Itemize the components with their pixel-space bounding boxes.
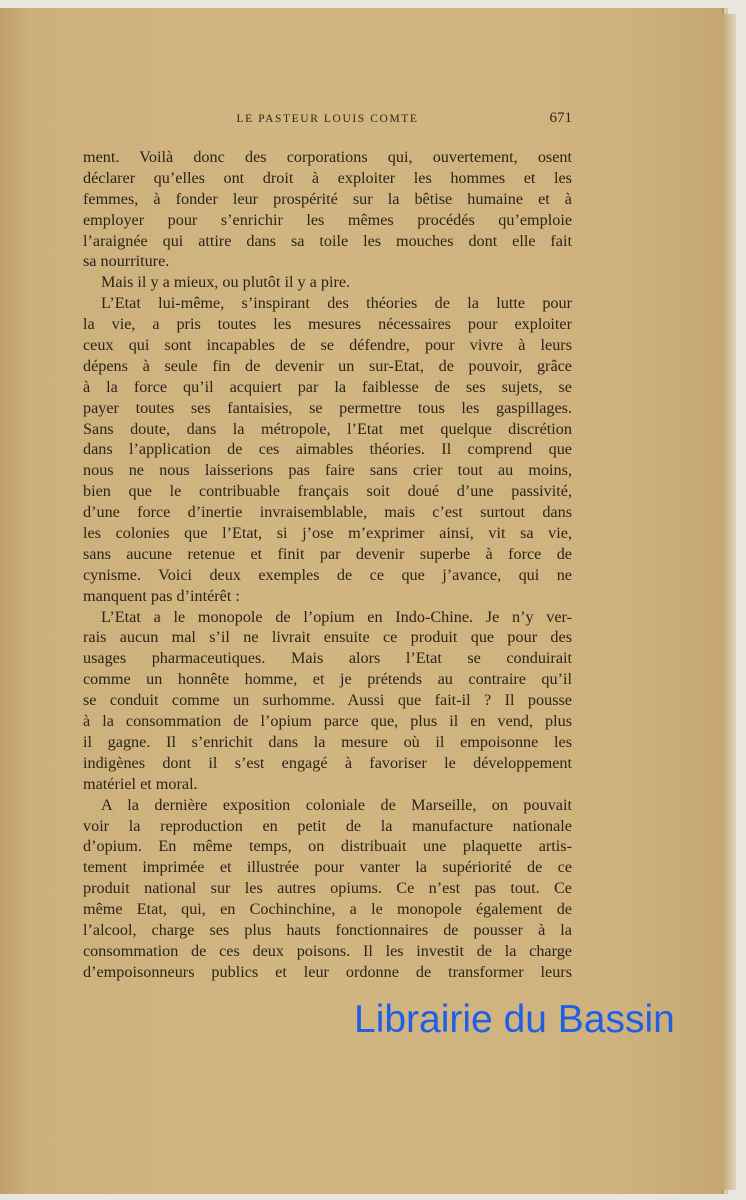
text-line: sa nourriture.	[83, 252, 170, 271]
text-line: Mais il y a mieux, ou plutôt il y a pire.	[101, 273, 351, 292]
text-line: tement imprimée et illustrée pour vanter la supériorité de ce	[83, 858, 572, 877]
text-line: les colonies que l’Etat, si j’ose m’exprimer ainsi, vit sa vie,	[83, 524, 572, 543]
text-line: l’araignée qui attire dans sa toile les mouches dont elle fait	[83, 231, 572, 250]
text-line: L’Etat a le monopole de l’opium en Indo-Chine. Je n’y ver-	[101, 607, 572, 626]
watermark: Librairie du Bassin	[354, 998, 675, 1041]
text-line: Sans doute, dans la métropole, l’Etat met quelque discrétion	[83, 419, 572, 438]
text-line: voir la reproduction en petit de la manufacture nationale	[83, 816, 572, 835]
body-text	[83, 147, 572, 983]
running-title: LE PASTEUR LOUIS COMTE	[236, 113, 419, 125]
text-line: usages pharmaceutiques. Mais alors l’Etat se conduirait	[83, 649, 572, 668]
text-line: bien que le contribuable français soit doué d’une passivité,	[83, 482, 572, 501]
text-line: comme un honnête homme, et je prétends au contraire qu’il	[83, 670, 572, 689]
text-line: l’alcool, charge ses plus hauts fonctionnaires de pousser à la	[83, 920, 572, 939]
text-line: nous ne nous laisserions pas faire sans crier tout au moins,	[83, 461, 572, 480]
text-line: consommation de ces deux poisons. Il les investit de la charge	[83, 941, 572, 960]
text-line: d’une force d’inertie invraisemblable, mais c’est surtout dans	[83, 503, 572, 522]
text-line: manquent pas d’intérêt :	[83, 586, 240, 605]
text-line: cynisme. Voici deux exemples de ce que j’avance, qui ne	[83, 565, 572, 584]
text-line: dépens à seule fin de devenir un sur-Etat, de pouvoir, grâce	[83, 356, 572, 375]
text-line: la vie, a pris toutes les mesures nécessaires pour exploiter	[83, 315, 572, 334]
page-header	[83, 110, 572, 132]
text-line: L’Etat lui-même, s’inspirant des théories de la lutte pour	[101, 294, 572, 313]
text-line: se conduit comme un surhomme. Aussi que fait-il ? Il pousse	[83, 691, 572, 710]
text-line: sans aucune retenue et finit par devenir superbe à force de	[83, 544, 572, 563]
text-line: rais aucun mal s’il ne livrait ensuite ce produit que pour des	[83, 628, 572, 647]
text-line: matériel et moral.	[83, 774, 198, 793]
text-line: ceux qui sont incapables de se défendre, pour vivre à leurs	[83, 336, 572, 355]
text-line: déclarer qu’elles ont droit à exploiter les hommes et les	[83, 168, 572, 187]
text-line: d’empoisonneurs publics et leur ordonne de transformer leurs	[83, 962, 572, 981]
text-line: ment. Voilà donc des corporations qui, ouvertement, osent	[83, 148, 572, 166]
text-line: dans l’application de ces aimables théories. Il comprend que	[83, 440, 572, 459]
text-line: payer toutes ses fantaisies, se permettre tous les gaspillages.	[83, 398, 572, 417]
text-line: femmes, à fonder leur prospérité sur la bêtise humaine et à	[83, 189, 572, 208]
text-line: employer pour s’enrichir les mêmes procédés qu’emploie	[83, 210, 572, 229]
text-line: il gagne. Il s’enrichit dans la mesure où il empoisonne les	[83, 732, 572, 751]
text-line: indigènes dont il s’est engagé à favoriser le développement	[83, 753, 572, 772]
text-line: d’opium. En même temps, on distribuait une plaquette artis-	[83, 837, 572, 856]
text-line: A la dernière exposition coloniale de Marseille, on pouvait	[101, 795, 572, 814]
text-line: même Etat, qui, en Cochinchine, a le monopole également de	[83, 900, 572, 919]
text-line: à la consommation de l’opium parce que, plus il en vend, plus	[83, 712, 572, 731]
text-line: à la force qu’il acquiert par la faiblesse de ses sujets, se	[83, 377, 572, 396]
text-line: produit national sur les autres opiums. Ce n’est pas tout. Ce	[83, 879, 572, 898]
page-edge	[722, 14, 736, 1190]
page-number: 671	[549, 110, 572, 126]
